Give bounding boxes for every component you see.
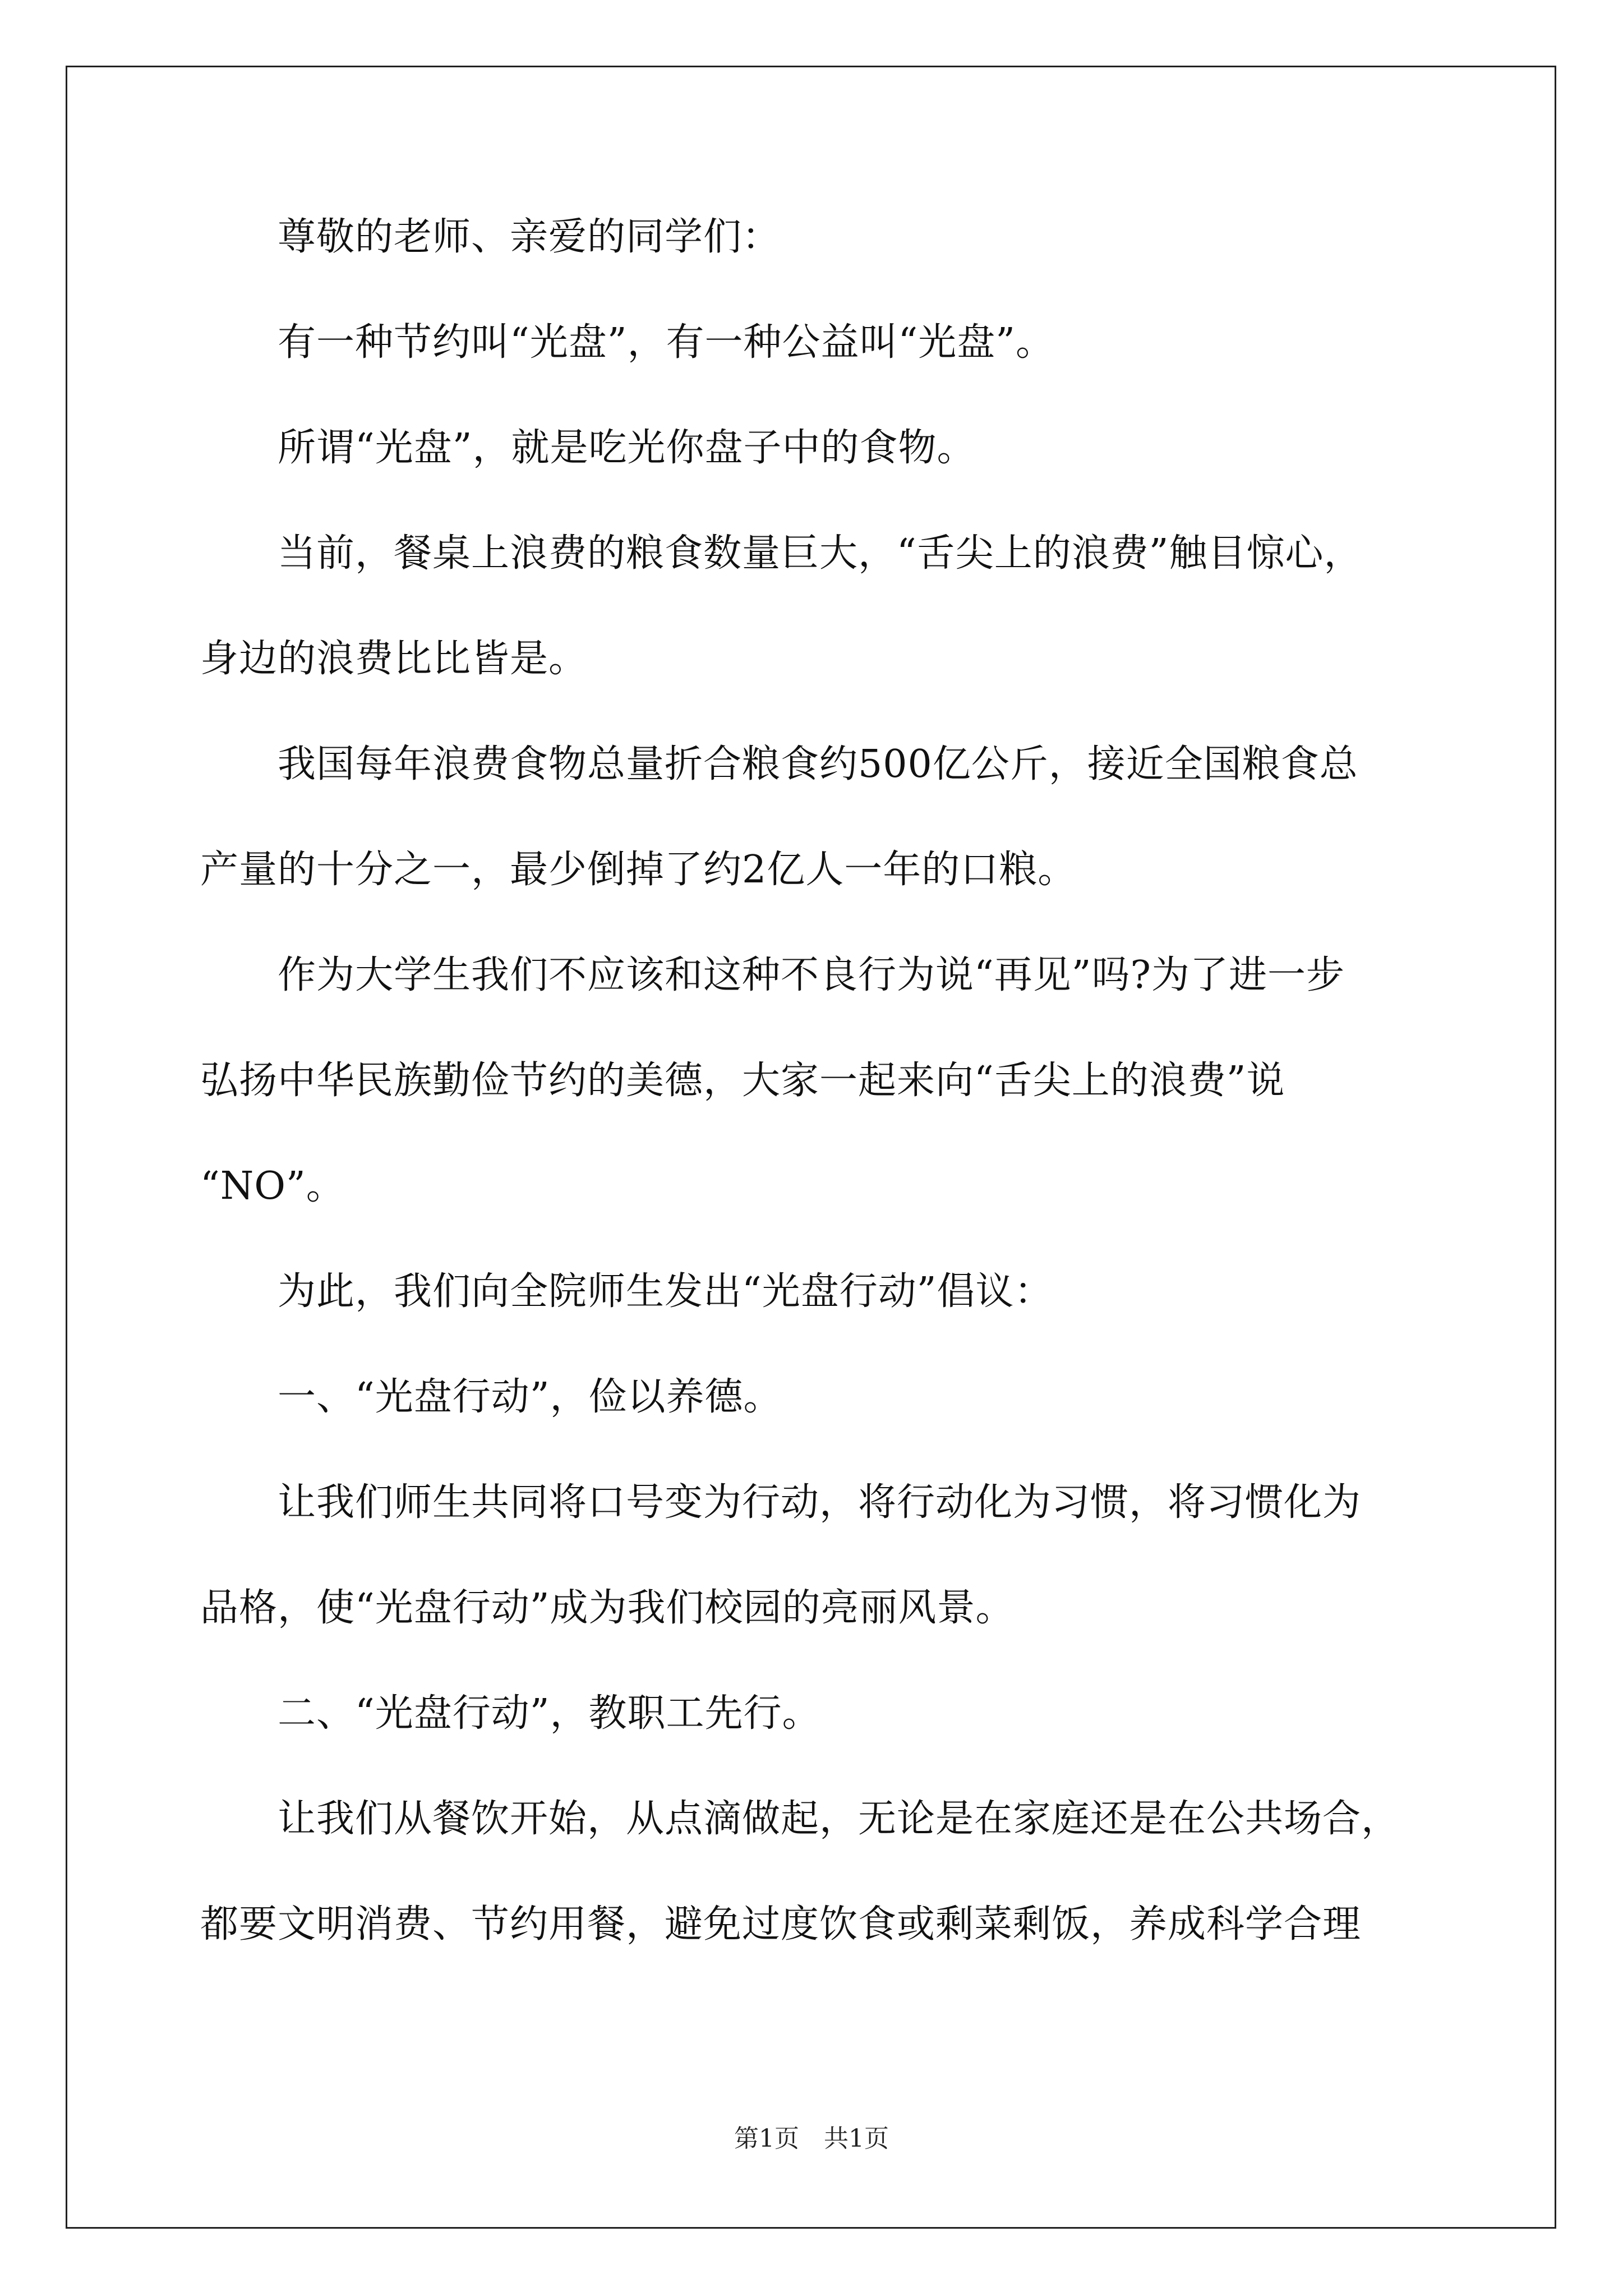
text-line: 品格，使“光盘行动”成为我们校园的亮丽风景。 bbox=[200, 1586, 1015, 1630]
text-line: 所谓“光盘”，就是吃光你盘子中的食物。 bbox=[200, 426, 976, 470]
text-line: 作为大学生我们不应该和这种不良行为说“再见”吗?为了进一步 bbox=[200, 953, 1345, 997]
page-number-footer: 第1页 共1页 bbox=[734, 2124, 889, 2153]
text-line: 有一种节约叫“光盘”，有一种公益叫“光盘”。 bbox=[200, 320, 1055, 365]
text-line: 弘扬中华民族勤俭节约的美德，大家一起来向“舌尖上的浪费”说 bbox=[200, 1059, 1285, 1103]
text-line: 一、“光盘行动”，俭以养德。 bbox=[200, 1375, 782, 1419]
text-line: 尊敬的老师、亲爱的同学们： bbox=[200, 215, 781, 259]
text-line: 身边的浪费比比皆是。 bbox=[200, 637, 588, 681]
text-line: 都要文明消费、节约用餐，避免过度饮食或剩菜剩饭，养成科学合理 bbox=[200, 1902, 1362, 1947]
text-line: 让我们从餐饮开始，从点滴做起，无论是在家庭还是在公共场合， bbox=[200, 1797, 1400, 1841]
text-line: 我国每年浪费食物总量折合粮食约500亿公斤，接近全国粮食总 bbox=[200, 742, 1358, 786]
text-line: 当前，餐桌上浪费的粮食数量巨大，“舌尖上的浪费”触目惊心， bbox=[200, 531, 1363, 576]
text-line: “NO”。 bbox=[200, 1164, 345, 1208]
text-line: 让我们师生共同将口号变为行动，将行动化为习惯，将习惯化为 bbox=[200, 1480, 1362, 1525]
text-line: 二、“光盘行动”，教职工先行。 bbox=[200, 1691, 821, 1736]
text-line: 产量的十分之一，最少倒掉了约2亿人一年的口粮。 bbox=[200, 848, 1077, 892]
text-line: 为此，我们向全院师生发出“光盘行动”倡议： bbox=[200, 1269, 1053, 1314]
